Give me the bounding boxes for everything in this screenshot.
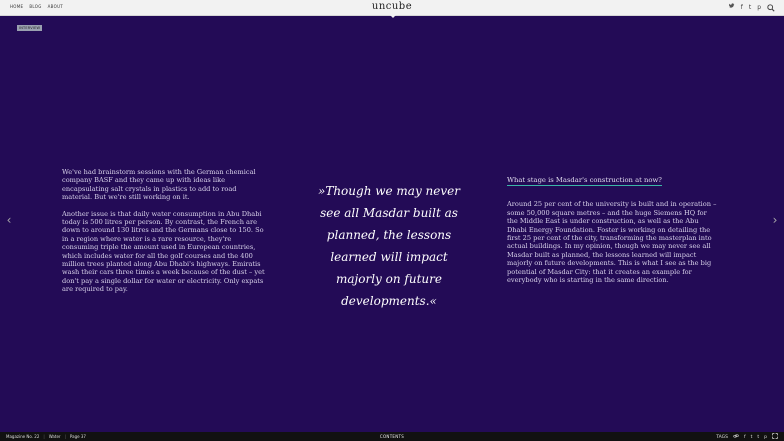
pinterest-icon[interactable]: p — [764, 434, 767, 440]
nav-blog-link[interactable]: BLOG — [29, 4, 42, 9]
facebook-icon[interactable]: f — [744, 434, 746, 440]
fullscreen-icon[interactable] — [772, 433, 778, 441]
tags-button[interactable]: TAGS — [716, 434, 729, 440]
top-bar — [0, 0, 784, 16]
breadcrumb-magazine[interactable]: Magazine No. 22 — [6, 434, 40, 439]
twitter-icon[interactable]: t — [750, 434, 753, 440]
top-icons — [729, 3, 774, 11]
contents-link[interactable]: CONTENTS — [379, 434, 405, 439]
nav-home-link[interactable]: HOME — [10, 4, 24, 9]
right-column — [507, 176, 717, 292]
nav-about-link[interactable]: ABOUT — [47, 4, 64, 9]
left-column — [62, 168, 268, 302]
bottom-bar — [0, 432, 784, 441]
breadcrumb-topic[interactable]: Water — [48, 434, 61, 439]
left-paragraph-2: Another issue is that daily water consumption in Abu Dhabi today is 500 litres per person. By contrast, the French are down to around 130 litres and the Germans close to 150. So in a region where water is a rare resource, they're consuming triple the amount used in European countries, which includes water for all the golf courses and the 400 million trees planted along Abu Dhabi's highways. Emiratis wash their cars three times a week because of the dust – yet don't pay a single dollar for water or electricity. Only expats are required to pay. — [62, 209, 265, 294]
facebook-icon[interactable]: f — [740, 3, 743, 11]
site-logo[interactable]: uncube — [371, 1, 413, 12]
link-icon[interactable] — [733, 433, 739, 441]
breadcrumb-page: Page 37 — [69, 434, 86, 439]
tumblr-icon[interactable]: t — [757, 434, 760, 440]
search-icon[interactable] — [767, 4, 774, 11]
next-page-arrow[interactable]: › — [772, 213, 778, 227]
pull-quote: »Though we may never see all Masdar built as planned, the lessons learned will impact majorly on future developments.« — [317, 184, 460, 308]
twitter-icon[interactable] — [729, 3, 735, 11]
logo-caret — [390, 15, 396, 18]
interview-answer: Around 25 per cent of the university is built and in operation – some 50,000 square metres – and the huge Siemens HQ for the Middle East is under construction, as well as the Abu Dhabi Energy Foundation. Foster is working on detailing the first 25 per cent of the city, transforming the masterplan into actual buildings. In my opinion, though we may never see all Masdar built as planned, the lessons learned will impact majorly on future developments. This is what I see as the big potential of Masdar City: that it creates an example for everybody who is starting in the same direction. — [507, 200, 717, 285]
tumblr-icon[interactable]: t — [748, 3, 752, 11]
interview-badge: INTERVIEW — [19, 26, 41, 30]
interview-question: What stage is Masdar's construction at now? — [507, 176, 662, 186]
pinterest-icon[interactable]: p — [757, 3, 761, 11]
left-paragraph-1: We've had brainstorm sessions with the German chemical company BASF and they came up with ideas like encapsulating salt crystals in plastics to add to road material. But we're still working on it. — [62, 168, 256, 202]
bottom-icons — [716, 433, 778, 441]
prev-page-arrow[interactable]: ‹ — [6, 213, 12, 227]
breadcrumb-separator: | — [43, 434, 45, 439]
breadcrumb-separator: | — [64, 434, 66, 439]
